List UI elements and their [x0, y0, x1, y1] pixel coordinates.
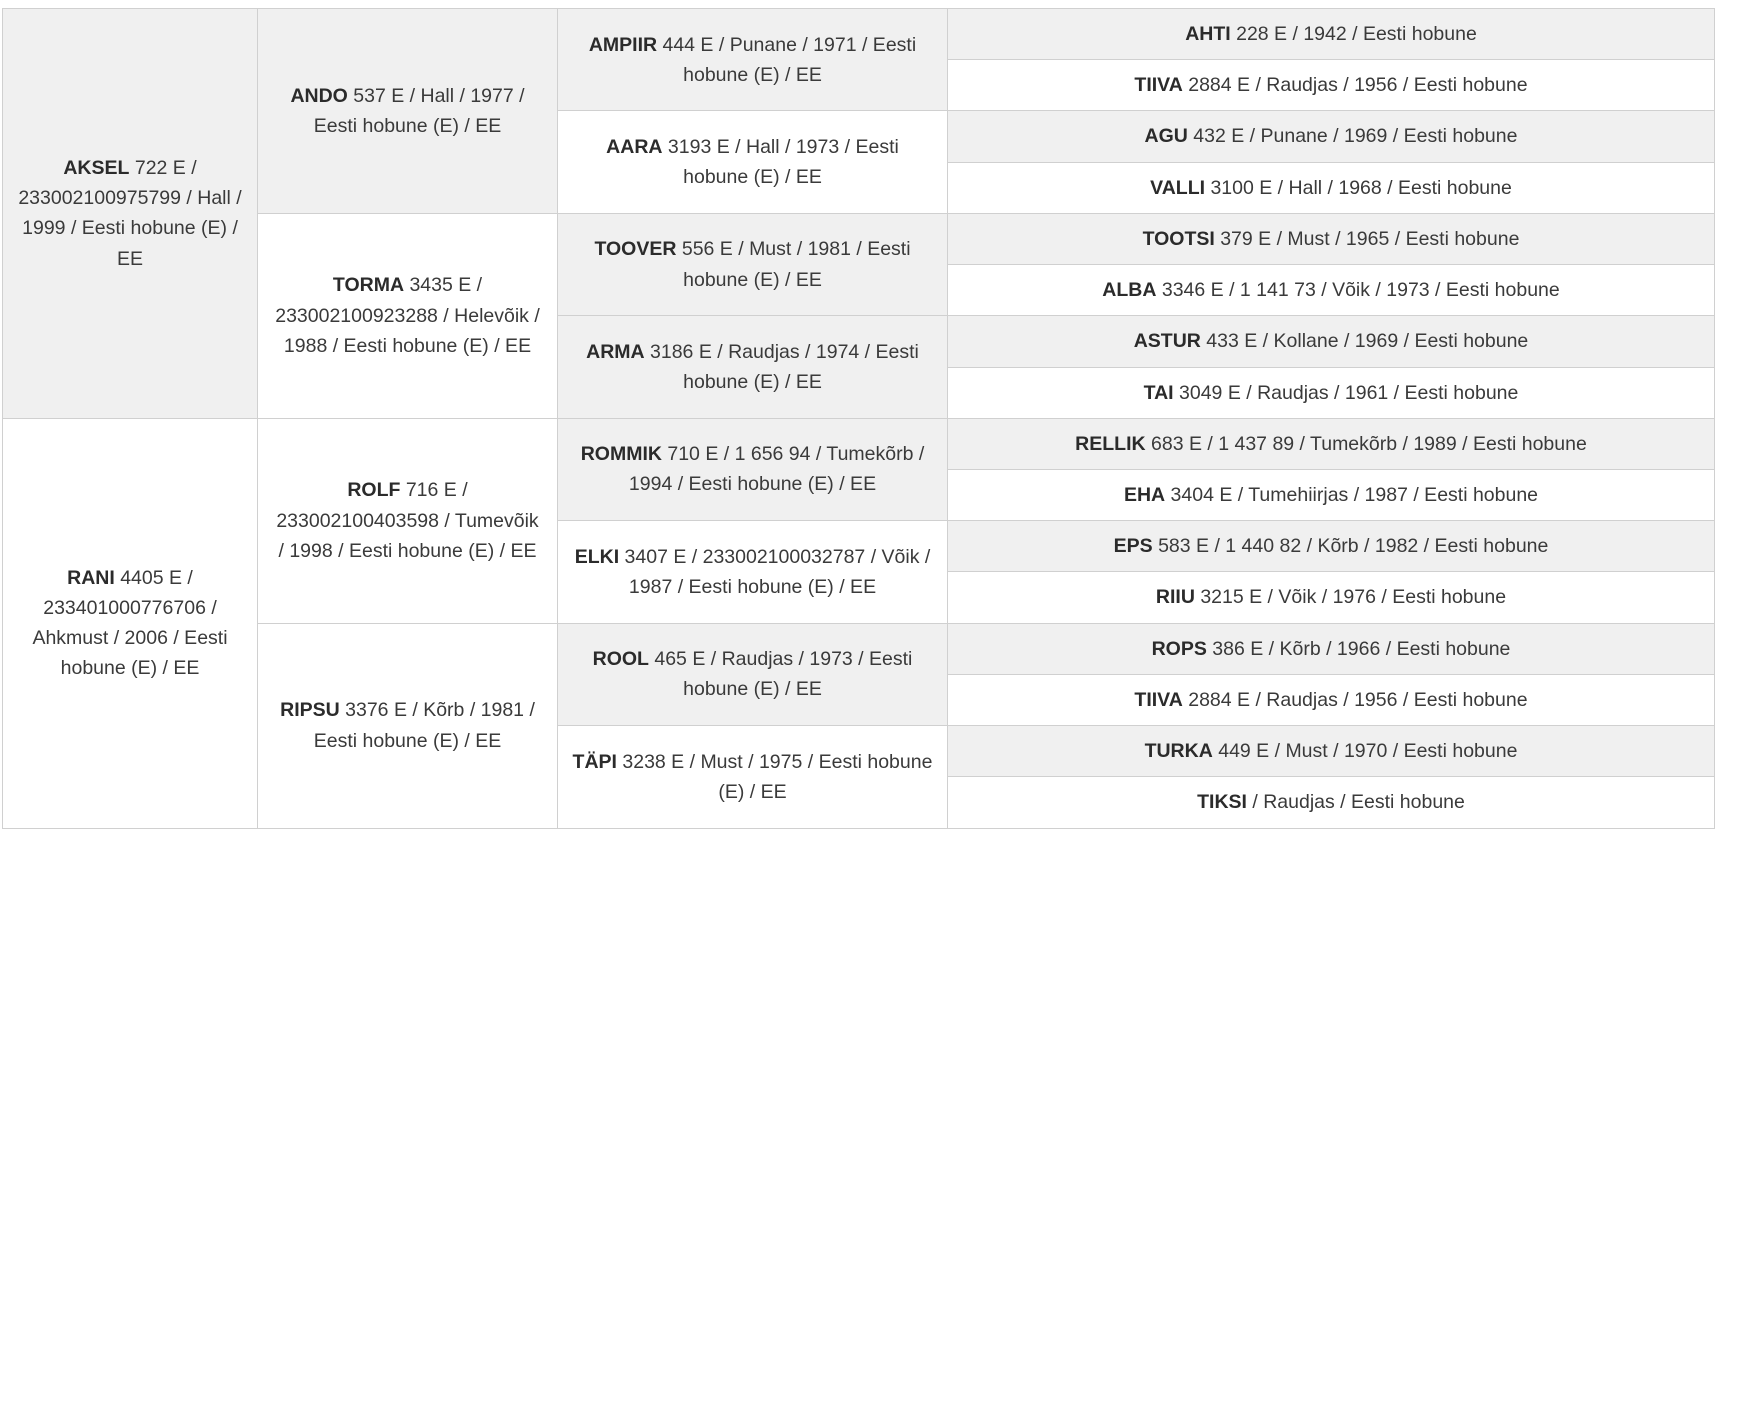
- pedigree-cell-gen2-ando[interactable]: [258, 9, 558, 214]
- pedigree-cell-gen3-rool[interactable]: [558, 623, 948, 725]
- animal-name: ANDO: [290, 84, 348, 107]
- pedigree-cell-gen4-eha[interactable]: [948, 469, 1715, 520]
- animal-details: 465 E / Raudjas / 1973 / Eesti hobune (E) / EE: [648, 648, 913, 701]
- animal-details: 3404 E / Tumehiirjas / 1987 / Eesti hobune: [1165, 483, 1539, 506]
- animal-name: AMPIIR: [588, 33, 658, 56]
- animal-name: ARMA: [586, 340, 645, 363]
- table-row: [3, 623, 1715, 674]
- table-row: [3, 418, 1715, 469]
- animal-details: 449 E / Must / 1970 / Eesti hobune: [1212, 740, 1518, 763]
- pedigree-cell-gen2-torma[interactable]: [258, 213, 558, 418]
- animal-details: 3435 E / 233002100923288 / Helevõik / 1988 / Eesti hobune (E) / EE: [275, 274, 540, 357]
- animal-details: 683 E / 1 437 89 / Tumekõrb / 1989 / Eesti hobune: [1145, 432, 1587, 455]
- animal-name: TURKA: [1144, 740, 1213, 763]
- pedigree-cell-gen4-astur[interactable]: [948, 316, 1715, 367]
- animal-details: 2884 E / Raudjas / 1956 / Eesti hobune: [1182, 688, 1528, 711]
- animal-details: 3407 E / 233002100032787 / Võik / 1987 / Eesti hobune (E) / EE: [619, 545, 931, 598]
- animal-name: EHA: [1123, 483, 1166, 506]
- animal-name: TÄPI: [572, 750, 617, 773]
- animal-details: 3376 E / Kõrb / 1981 / Eesti hobune (E) / EE: [313, 699, 535, 752]
- pedigree-cell-gen4-turka[interactable]: [948, 726, 1715, 777]
- pedigree-cell-gen4-eps[interactable]: [948, 521, 1715, 572]
- pedigree-cell-gen4-riiu[interactable]: [948, 572, 1715, 623]
- animal-details: 3186 E / Raudjas / 1974 / Eesti hobune (E) / EE: [644, 340, 919, 394]
- pedigree-cell-gen4-valli[interactable]: [948, 162, 1715, 213]
- animal-name: TIKSI: [1197, 791, 1247, 814]
- animal-name: RELLIK: [1075, 432, 1146, 455]
- pedigree-cell-gen3-toover[interactable]: [558, 213, 948, 315]
- animal-details: 583 E / 1 440 82 / Kõrb / 1982 / Eesti hobune: [1152, 535, 1549, 558]
- pedigree-cell-gen4-tiksi[interactable]: [948, 777, 1715, 828]
- animal-name: ROPS: [1151, 637, 1207, 660]
- pedigree-cell-gen3-ampiir[interactable]: [558, 9, 948, 111]
- animal-details: 722 E / 233002100975799 / Hall / 1999 / Eesti hobune (E) / EE: [18, 156, 242, 270]
- animal-name: RIIU: [1155, 586, 1195, 609]
- animal-name: ALBA: [1102, 279, 1157, 302]
- pedigree-cell-gen4-rops[interactable]: [948, 623, 1715, 674]
- animal-name: AKSEL: [63, 156, 130, 179]
- animal-name: TIIVA: [1134, 688, 1183, 711]
- pedigree-cell-gen2-rolf[interactable]: [258, 418, 558, 623]
- pedigree-cell-gen2-ripsu[interactable]: [258, 623, 558, 828]
- animal-details: 716 E / 233002100403598 / Tumevõik / 1998 / Eesti hobune (E) / EE: [276, 479, 539, 562]
- animal-details: 3100 E / Hall / 1968 / Eesti hobune: [1205, 176, 1512, 199]
- pedigree-cell-gen4-alba[interactable]: [948, 265, 1715, 316]
- pedigree-cell-gen3-arma[interactable]: [558, 316, 948, 418]
- pedigree-cell-gen3-elki[interactable]: [558, 521, 948, 623]
- pedigree-cell-gen1-rani[interactable]: [3, 418, 258, 828]
- pedigree-cell-gen4-tiiva-2[interactable]: [948, 674, 1715, 725]
- animal-details: 710 E / 1 656 94 / Tumekõrb / 1994 / Eesti hobune (E) / EE: [628, 443, 925, 496]
- pedigree-cell-gen4-ahti[interactable]: [948, 9, 1715, 60]
- pedigree-cell-gen3-tapi[interactable]: [558, 726, 948, 828]
- animal-details: 556 E / Must / 1981 / Eesti hobune (E) / EE: [676, 238, 911, 291]
- animal-name: AARA: [606, 135, 663, 158]
- pedigree-cell-gen3-aara[interactable]: [558, 111, 948, 213]
- animal-name: VALLI: [1150, 176, 1206, 199]
- animal-name: TOOVER: [594, 238, 677, 261]
- animal-name: TAI: [1143, 381, 1174, 404]
- animal-name: EPS: [1113, 535, 1153, 558]
- animal-name: ELKI: [574, 545, 620, 568]
- animal-details: 537 E / Hall / 1977 / Eesti hobune (E) / EE: [313, 84, 525, 137]
- animal-details: 444 E / Punane / 1971 / Eesti hobune (E) / EE: [657, 33, 917, 86]
- animal-name: ROOL: [592, 648, 649, 671]
- pedigree-cell-gen3-rommik[interactable]: [558, 418, 948, 520]
- pedigree-cell-gen4-agu[interactable]: [948, 111, 1715, 162]
- table-row: [3, 9, 1715, 60]
- pedigree-table: [2, 8, 1715, 829]
- pedigree-cell-gen4-tootsi[interactable]: [948, 213, 1715, 264]
- animal-name: ROLF: [347, 479, 401, 502]
- animal-details: 3049 E / Raudjas / 1961 / Eesti hobune: [1173, 381, 1519, 404]
- animal-details: 3193 E / Hall / 1973 / Eesti hobune (E) / EE: [662, 135, 899, 189]
- animal-name: AGU: [1144, 125, 1188, 148]
- animal-details: 2884 E / Raudjas / 1956 / Eesti hobune: [1182, 74, 1528, 97]
- animal-name: ASTUR: [1133, 330, 1201, 353]
- pedigree-cell-gen4-rellik[interactable]: [948, 418, 1715, 469]
- animal-details: 3346 E / 1 141 73 / Võik / 1973 / Eesti hobune: [1156, 279, 1560, 302]
- animal-name: TOOTSI: [1142, 227, 1215, 250]
- pedigree-cell-gen4-tiiva-1[interactable]: [948, 60, 1715, 111]
- pedigree-cell-gen1-aksel[interactable]: [3, 9, 258, 419]
- animal-name: RIPSU: [280, 699, 340, 722]
- animal-details: 3215 E / Võik / 1976 / Eesti hobune: [1194, 586, 1507, 609]
- animal-name: TIIVA: [1134, 74, 1183, 97]
- animal-details: / Raudjas / Eesti hobune: [1246, 791, 1465, 814]
- animal-name: ROMMIK: [580, 443, 662, 466]
- animal-details: 379 E / Must / 1965 / Eesti hobune: [1214, 227, 1520, 250]
- animal-details: 3238 E / Must / 1975 / Eesti hobune (E) / EE: [616, 750, 933, 803]
- animal-name: AHTI: [1185, 23, 1231, 45]
- animal-details: 433 E / Kollane / 1969 / Eesti hobune: [1200, 330, 1529, 353]
- animal-name: TORMA: [332, 274, 405, 297]
- animal-name: RANI: [67, 566, 115, 589]
- animal-details: 432 E / Punane / 1969 / Eesti hobune: [1187, 125, 1518, 148]
- animal-details: 228 E / 1942 / Eesti hobune: [1230, 23, 1477, 45]
- pedigree-cell-gen4-tai[interactable]: [948, 367, 1715, 418]
- animal-details: 4405 E / 233401000776706 / Ahkmust / 2006 / Eesti hobune (E) / EE: [32, 566, 228, 680]
- animal-details: 386 E / Kõrb / 1966 / Eesti hobune: [1206, 637, 1511, 660]
- table-row: [3, 213, 1715, 264]
- pedigree-table-body: [3, 9, 1715, 829]
